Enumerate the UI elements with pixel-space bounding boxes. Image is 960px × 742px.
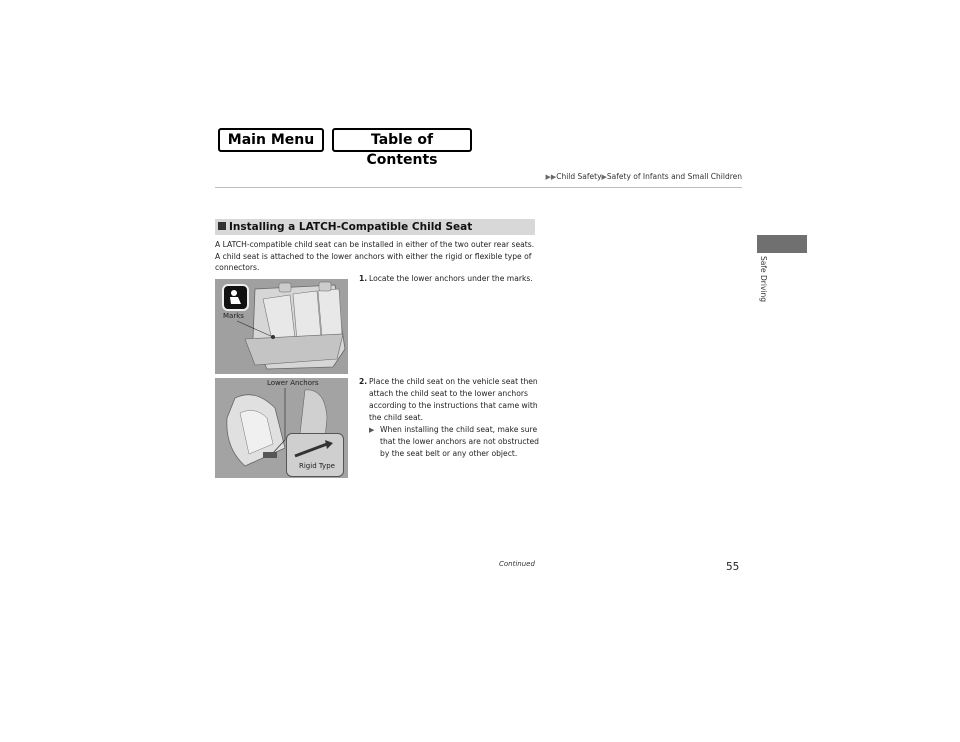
step-text: Locate the lower anchors under the marks. [369,274,533,283]
rear-seat-figure [215,279,348,374]
note-arrow-icon: ▶ [369,426,375,434]
breadcrumb-arrow-icon: ▶▶ [545,173,557,181]
intro-paragraph: A LATCH-compatible child seat can be installed in either of the two outer rear seats. A child seat is attached to the lower anchors with either the rigid or flexible type of connectors. [215,240,535,272]
step-1 [359,273,549,285]
step-2 [359,376,549,460]
breadcrumb [500,172,742,181]
step-note [369,424,549,460]
rigid-type-label: Rigid Type [299,462,335,470]
page-number: 55 [726,561,740,573]
marks-label: Marks [223,312,244,320]
lower-anchors-label: Lower Anchors [267,379,319,387]
breadcrumb-item-child-safety[interactable]: Child Safety [556,172,602,181]
continued-label: Continued [499,560,535,568]
breadcrumb-item-infants[interactable]: Safety of Infants and Small Children [606,172,742,181]
step-note-text: When installing the child seat, make sure that the lower anchors are not obstructed by the seat belt or any other object. [380,425,540,458]
step-number: 2. [359,377,368,386]
step-text: Place the child seat on the vehicle seat then attach the child seat to the lower anchors according to the instructions that came with the child seat. [369,377,538,422]
section-heading-text: Installing a LATCH-Compatible Child Seat [229,221,473,233]
breadcrumb-arrow-icon: ▶ [601,173,607,181]
table-of-contents-button[interactable]: Table of Contents [332,128,472,152]
child-seat-figure [215,378,348,478]
section-heading [215,219,535,235]
step-number: 1. [359,274,368,283]
square-bullet-icon [218,222,226,230]
header-divider [215,187,742,188]
chapter-tab[interactable] [757,235,807,253]
rigid-type-inset [286,433,344,477]
chapter-tab-label: Safe Driving [759,256,768,302]
main-menu-button[interactable]: Main Menu [218,128,324,152]
child-seat-anchor-icon [222,284,249,311]
